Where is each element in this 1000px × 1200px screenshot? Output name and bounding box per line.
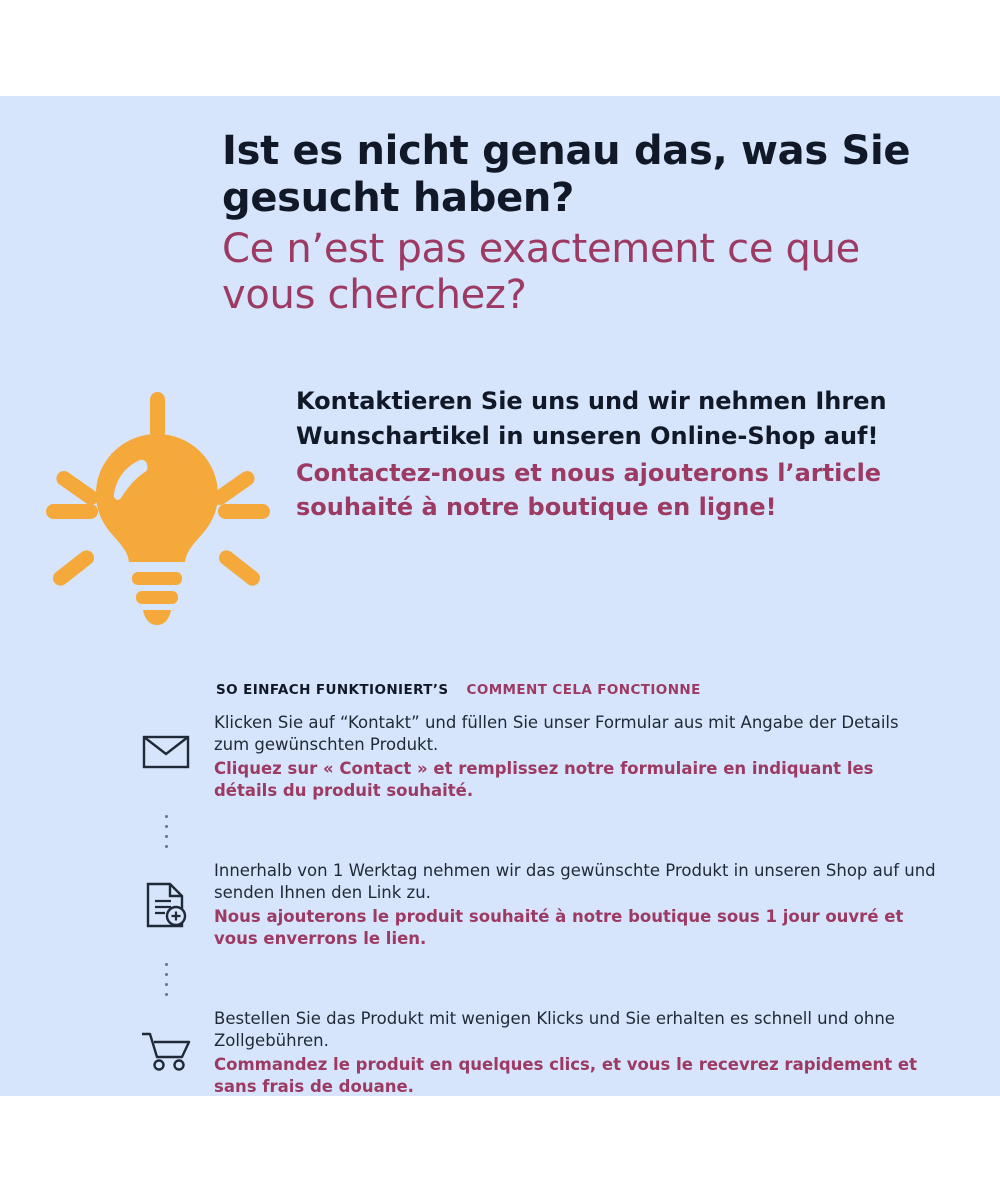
connector-dot	[165, 983, 168, 986]
lightbulb-icon	[36, 382, 276, 632]
connector-dot	[165, 973, 168, 976]
connector-dot	[165, 963, 168, 966]
subheadline-french: Contactez-nous et nous ajouterons l’article souhaité à notre boutique en ligne!	[296, 458, 882, 522]
subheadline-block	[296, 384, 916, 525]
connector-dot	[165, 993, 168, 996]
subheadline-german: Kontaktieren Sie uns und wir nehmen Ihren Wunschartikel in unseren Online-Shop auf!	[296, 387, 887, 450]
connector-dot	[165, 835, 168, 838]
shopping-cart-icon	[118, 1008, 214, 1072]
steps-list	[118, 712, 938, 1098]
step-text-french: Cliquez sur « Contact » et remplissez notre formulaire en indiquant les détails du produit souhaité.	[214, 758, 874, 800]
connector-dot	[165, 815, 168, 818]
headline-german: Ist es nicht genau das, was Sie gesucht haben?	[222, 128, 911, 221]
headline-block	[222, 128, 922, 319]
step-text-german: Bestellen Sie das Produkt mit wenigen Klicks und Sie erhalten es schnell und ohne Zollgebühren.	[214, 1009, 895, 1051]
howto-heading-german: SO EINFACH FUNKTIONIERT’S	[216, 682, 449, 698]
headline-french: Ce n’est pas exactement ce que vous cherchez?	[222, 225, 860, 319]
step-text-german: Klicken Sie auf “Kontakt” und füllen Sie unser Formular aus mit Angabe der Details zum gewünschten Produkt.	[214, 713, 899, 755]
step-text-german: Innerhalb von 1 Werktag nehmen wir das gewünschte Produkt in unseren Shop auf und senden Ihnen den Link zu.	[214, 861, 936, 903]
step-text-french: Nous ajouterons le produit souhaité à notre boutique sous 1 jour ouvré et vous enverrons le lien.	[214, 906, 904, 948]
list-item	[118, 860, 938, 950]
list-item	[118, 1008, 938, 1098]
connector-dot	[165, 845, 168, 848]
envelope-icon	[118, 712, 214, 770]
document-add-icon	[118, 860, 214, 928]
howto-heading-french: COMMENT CELA FONCTIONNE	[466, 682, 701, 698]
step-text-french: Commandez le produit en quelques clics, et vous le recevrez rapidement et sans frais de douane.	[214, 1054, 918, 1096]
connector-dot	[165, 825, 168, 828]
howto-heading	[216, 682, 701, 698]
step-connector-dots	[118, 802, 214, 860]
step-connector-dots	[118, 950, 214, 1008]
list-item	[118, 712, 938, 802]
